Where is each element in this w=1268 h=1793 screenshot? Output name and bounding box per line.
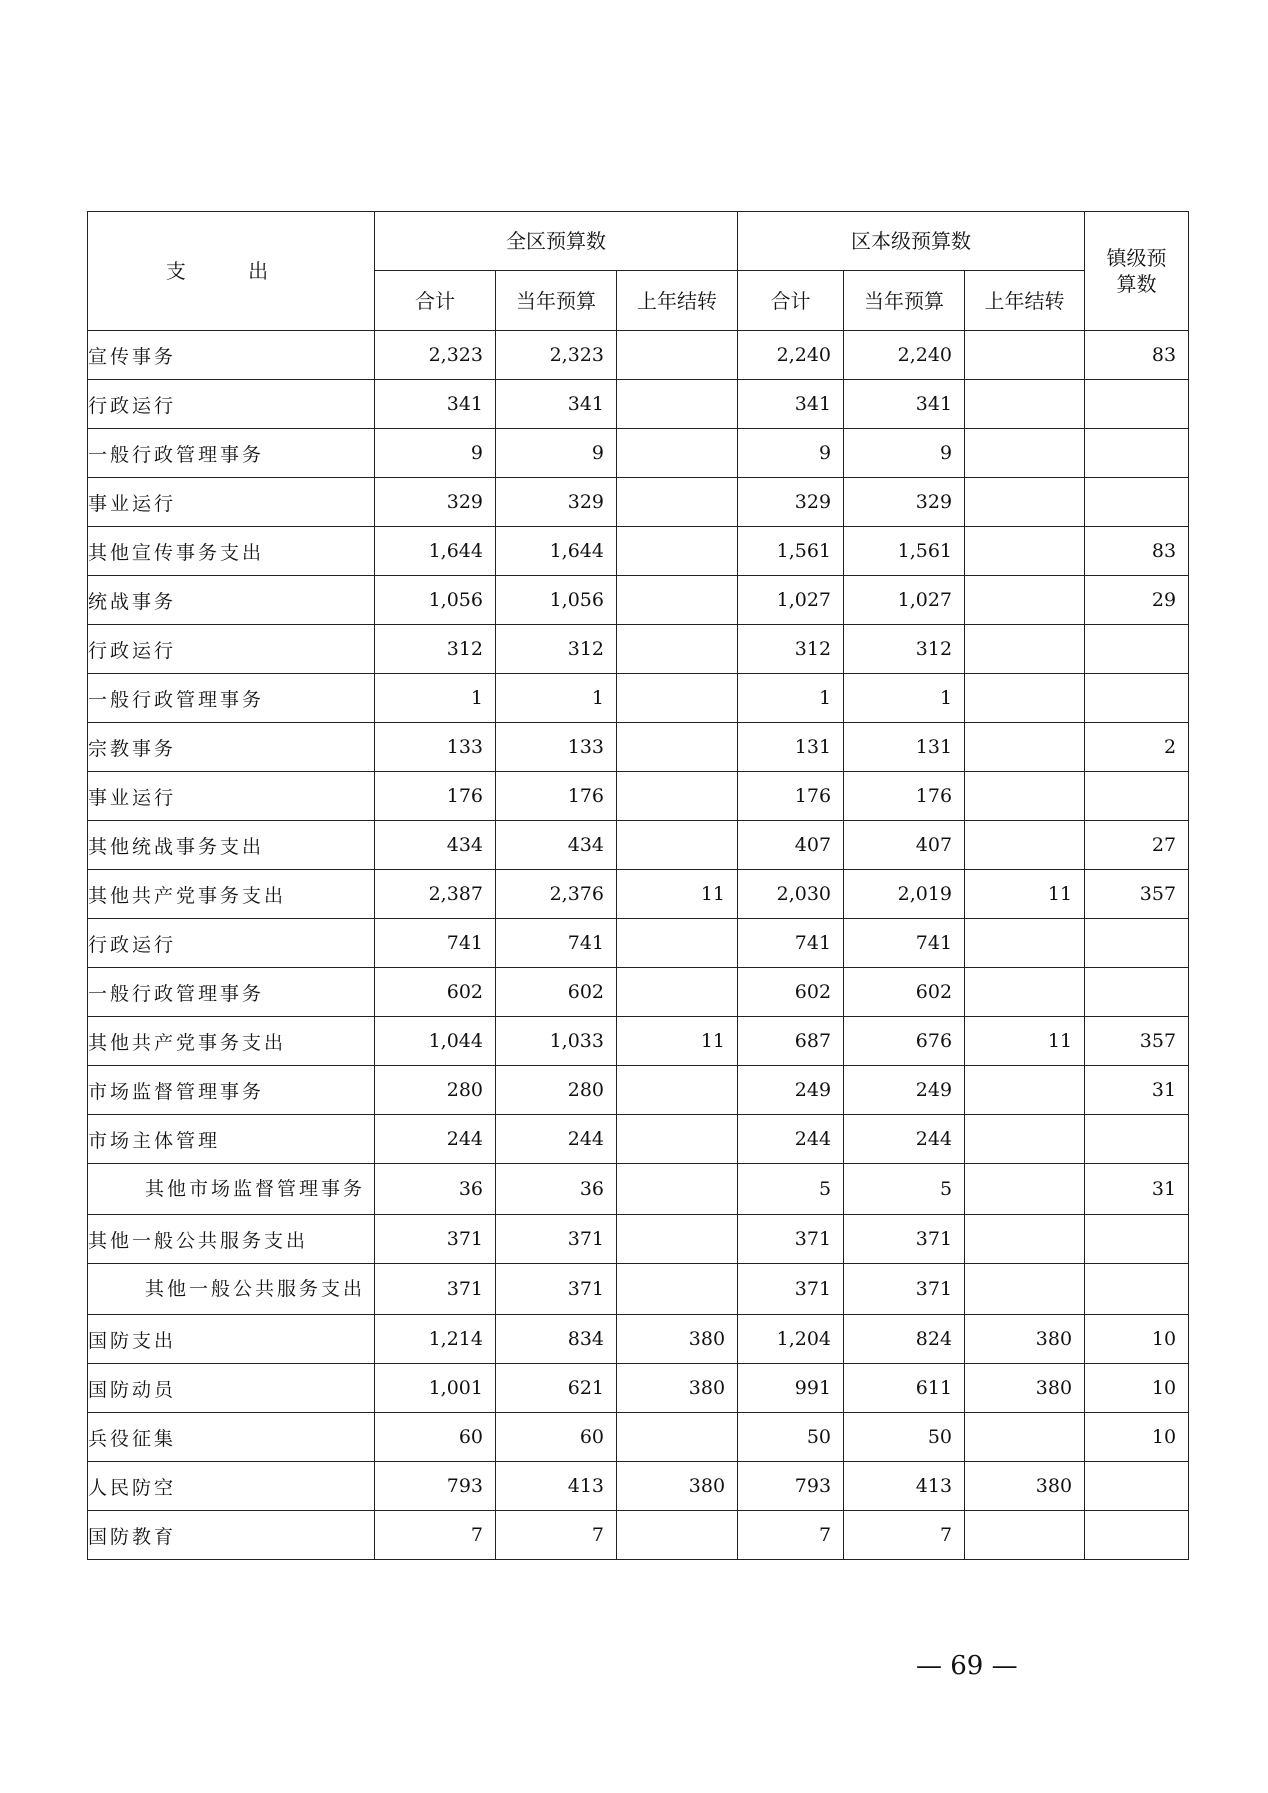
row-value: 312 (738, 625, 844, 674)
row-value (965, 723, 1085, 772)
row-label: 宣传事务 (88, 331, 375, 380)
row-value: 1,204 (738, 1315, 844, 1364)
row-value: 9 (844, 429, 965, 478)
row-value (1085, 625, 1189, 674)
row-value: 280 (375, 1066, 496, 1115)
table-row (88, 772, 1189, 821)
row-value: 380 (965, 1315, 1085, 1364)
row-value (617, 772, 738, 821)
row-value (617, 1115, 738, 1164)
table-row (88, 625, 1189, 674)
row-value: 407 (844, 821, 965, 870)
row-value: 329 (738, 478, 844, 527)
row-value: 29 (1085, 576, 1189, 625)
row-value: 329 (375, 478, 496, 527)
row-value (1085, 1215, 1189, 1264)
row-label: 其他共产党事务支出 (88, 870, 375, 919)
row-value (1085, 1264, 1189, 1315)
table-row (88, 1066, 1189, 1115)
row-value (965, 674, 1085, 723)
row-value (617, 380, 738, 429)
row-value: 1,044 (375, 1017, 496, 1066)
row-value: 380 (617, 1462, 738, 1511)
row-value: 176 (844, 772, 965, 821)
row-value: 31 (1085, 1066, 1189, 1115)
row-value (1085, 919, 1189, 968)
table-row (88, 331, 1189, 380)
row-value: 176 (496, 772, 617, 821)
row-value (617, 1164, 738, 1215)
row-value: 1,561 (844, 527, 965, 576)
row-value: 249 (738, 1066, 844, 1115)
row-value (965, 1413, 1085, 1462)
row-value: 244 (496, 1115, 617, 1164)
row-value: 1,027 (844, 576, 965, 625)
row-value (1085, 429, 1189, 478)
row-value: 10 (1085, 1413, 1189, 1462)
row-value: 176 (738, 772, 844, 821)
row-value: 793 (375, 1462, 496, 1511)
row-value: 341 (844, 380, 965, 429)
row-value: 1,056 (375, 576, 496, 625)
table-row (88, 919, 1189, 968)
row-label: 统战事务 (88, 576, 375, 625)
row-value (617, 331, 738, 380)
row-value (617, 674, 738, 723)
table-row (88, 723, 1189, 772)
row-value: 741 (375, 919, 496, 968)
row-value: 371 (496, 1264, 617, 1315)
row-value: 2,030 (738, 870, 844, 919)
row-value (965, 1264, 1085, 1315)
row-value: 991 (738, 1364, 844, 1413)
row-label: 其他宣传事务支出 (88, 527, 375, 576)
row-value: 10 (1085, 1315, 1189, 1364)
row-label: 人民防空 (88, 1462, 375, 1511)
row-value (617, 1215, 738, 1264)
row-value: 2,376 (496, 870, 617, 919)
row-value: 824 (844, 1315, 965, 1364)
row-value (965, 1164, 1085, 1215)
row-value: 407 (738, 821, 844, 870)
row-value: 7 (738, 1511, 844, 1560)
row-value: 36 (496, 1164, 617, 1215)
row-value: 329 (844, 478, 965, 527)
row-value: 1 (844, 674, 965, 723)
row-value (1085, 772, 1189, 821)
row-label: 一般行政管理事务 (88, 968, 375, 1017)
row-value (1085, 380, 1189, 429)
row-value: 413 (496, 1462, 617, 1511)
row-value: 1 (375, 674, 496, 723)
row-value: 357 (1085, 1017, 1189, 1066)
header-current-year: 当年预算 (844, 271, 965, 331)
row-value: 602 (738, 968, 844, 1017)
header-district-total: 全区预算数 (375, 212, 738, 271)
row-value: 280 (496, 1066, 617, 1115)
header-total: 合计 (375, 271, 496, 331)
row-value: 176 (375, 772, 496, 821)
row-value: 1,001 (375, 1364, 496, 1413)
row-value (965, 1115, 1085, 1164)
table-row (88, 478, 1189, 527)
row-value: 60 (496, 1413, 617, 1462)
header-carryover: 上年结转 (965, 271, 1085, 331)
row-label: 一般行政管理事务 (88, 429, 375, 478)
row-value (965, 919, 1085, 968)
header-total: 合计 (738, 271, 844, 331)
row-value: 1,644 (375, 527, 496, 576)
row-value: 27 (1085, 821, 1189, 870)
table-row (88, 1215, 1189, 1264)
row-value: 312 (844, 625, 965, 674)
row-value: 2,240 (738, 331, 844, 380)
row-value: 2,323 (375, 331, 496, 380)
header-carryover: 上年结转 (617, 271, 738, 331)
row-value: 11 (965, 1017, 1085, 1066)
row-value: 371 (375, 1264, 496, 1315)
row-value: 5 (844, 1164, 965, 1215)
row-value (1085, 968, 1189, 1017)
row-value (1085, 478, 1189, 527)
row-label: 事业运行 (88, 478, 375, 527)
row-value: 83 (1085, 331, 1189, 380)
row-value (965, 380, 1085, 429)
row-value: 602 (496, 968, 617, 1017)
row-value: 60 (375, 1413, 496, 1462)
row-value (1085, 674, 1189, 723)
row-value: 11 (617, 870, 738, 919)
budget-table (87, 211, 1189, 1560)
row-value: 602 (375, 968, 496, 1017)
row-label: 行政运行 (88, 625, 375, 674)
row-value (617, 1066, 738, 1115)
row-value: 371 (738, 1215, 844, 1264)
row-value (617, 1264, 738, 1315)
row-label: 一般行政管理事务 (88, 674, 375, 723)
row-value: 50 (844, 1413, 965, 1462)
row-value: 834 (496, 1315, 617, 1364)
table-row (88, 1315, 1189, 1364)
row-value: 621 (496, 1364, 617, 1413)
row-value: 1,561 (738, 527, 844, 576)
row-value: 434 (496, 821, 617, 870)
table-row (88, 674, 1189, 723)
row-value: 31 (1085, 1164, 1189, 1215)
row-label: 行政运行 (88, 380, 375, 429)
row-value: 676 (844, 1017, 965, 1066)
row-value (965, 1511, 1085, 1560)
row-value: 741 (738, 919, 844, 968)
table-row (88, 380, 1189, 429)
row-value: 11 (965, 870, 1085, 919)
table-row (88, 527, 1189, 576)
header-town-level: 镇级预算数 (1085, 212, 1189, 331)
row-value: 329 (496, 478, 617, 527)
row-value (617, 576, 738, 625)
row-value: 793 (738, 1462, 844, 1511)
row-value (617, 429, 738, 478)
row-value: 244 (738, 1115, 844, 1164)
row-value: 371 (844, 1264, 965, 1315)
row-value (1085, 1462, 1189, 1511)
row-value: 133 (496, 723, 617, 772)
row-value: 9 (738, 429, 844, 478)
row-value: 36 (375, 1164, 496, 1215)
row-value: 1 (496, 674, 617, 723)
row-value: 341 (375, 380, 496, 429)
table-row (88, 968, 1189, 1017)
table-row (88, 1017, 1189, 1066)
row-label: 兵役征集 (88, 1413, 375, 1462)
table-row (88, 1413, 1189, 1462)
table-row (88, 1164, 1189, 1215)
row-label: 国防教育 (88, 1511, 375, 1560)
row-value: 1,214 (375, 1315, 496, 1364)
row-value: 741 (844, 919, 965, 968)
row-value (965, 772, 1085, 821)
row-value: 131 (738, 723, 844, 772)
row-value (1085, 1511, 1189, 1560)
header-expense: 支 出 (88, 212, 375, 331)
row-value (965, 1215, 1085, 1264)
row-value (617, 625, 738, 674)
row-value (965, 625, 1085, 674)
table-body (88, 331, 1189, 1560)
row-value: 687 (738, 1017, 844, 1066)
row-value: 133 (375, 723, 496, 772)
table-row (88, 1364, 1189, 1413)
row-value (965, 821, 1085, 870)
row-value: 371 (738, 1264, 844, 1315)
row-value: 7 (496, 1511, 617, 1560)
row-label: 宗教事务 (88, 723, 375, 772)
row-value: 1,644 (496, 527, 617, 576)
row-value: 7 (375, 1511, 496, 1560)
row-value: 371 (375, 1215, 496, 1264)
row-value (965, 331, 1085, 380)
table-row (88, 576, 1189, 625)
row-value (1085, 1115, 1189, 1164)
row-value: 371 (844, 1215, 965, 1264)
header-district-level: 区本级预算数 (738, 212, 1085, 271)
row-value: 2,323 (496, 331, 617, 380)
row-value: 2,387 (375, 870, 496, 919)
row-value: 312 (375, 625, 496, 674)
row-value: 249 (844, 1066, 965, 1115)
row-value: 10 (1085, 1364, 1189, 1413)
row-value: 434 (375, 821, 496, 870)
row-label: 国防支出 (88, 1315, 375, 1364)
row-value: 341 (738, 380, 844, 429)
header-current-year: 当年预算 (496, 271, 617, 331)
row-value: 5 (738, 1164, 844, 1215)
row-label: 其他一般公共服务支出 (88, 1215, 375, 1264)
row-value: 244 (844, 1115, 965, 1164)
row-value (617, 1511, 738, 1560)
row-value (965, 576, 1085, 625)
row-value: 371 (496, 1215, 617, 1264)
row-value: 131 (844, 723, 965, 772)
row-label: 市场主体管理 (88, 1115, 375, 1164)
row-value: 413 (844, 1462, 965, 1511)
row-label: 其他共产党事务支出 (88, 1017, 375, 1066)
row-value: 312 (496, 625, 617, 674)
row-value: 341 (496, 380, 617, 429)
row-label: 国防动员 (88, 1364, 375, 1413)
row-label: 行政运行 (88, 919, 375, 968)
row-value: 380 (617, 1315, 738, 1364)
table-row (88, 870, 1189, 919)
row-value (617, 821, 738, 870)
row-label: 其他市场监督管理事务 (88, 1164, 375, 1215)
table-row (88, 429, 1189, 478)
row-value: 1,033 (496, 1017, 617, 1066)
row-value (617, 1413, 738, 1462)
row-value (965, 429, 1085, 478)
table-row (88, 1511, 1189, 1560)
row-value: 2 (1085, 723, 1189, 772)
row-value: 741 (496, 919, 617, 968)
row-value: 244 (375, 1115, 496, 1164)
row-value: 2,240 (844, 331, 965, 380)
row-value: 380 (965, 1462, 1085, 1511)
row-label: 市场监督管理事务 (88, 1066, 375, 1115)
row-value (965, 968, 1085, 1017)
row-value (617, 527, 738, 576)
table-row (88, 821, 1189, 870)
row-value: 9 (496, 429, 617, 478)
row-value: 611 (844, 1364, 965, 1413)
row-value: 11 (617, 1017, 738, 1066)
row-label: 事业运行 (88, 772, 375, 821)
row-value: 357 (1085, 870, 1189, 919)
row-value (965, 1066, 1085, 1115)
row-value: 1,027 (738, 576, 844, 625)
row-value (965, 527, 1085, 576)
row-label: 其他一般公共服务支出 (88, 1264, 375, 1315)
row-value (617, 968, 738, 1017)
row-value: 380 (617, 1364, 738, 1413)
row-value: 9 (375, 429, 496, 478)
row-value (617, 478, 738, 527)
row-value: 1,056 (496, 576, 617, 625)
row-value (617, 723, 738, 772)
row-value (617, 919, 738, 968)
row-value: 2,019 (844, 870, 965, 919)
row-value: 380 (965, 1364, 1085, 1413)
row-label: 其他统战事务支出 (88, 821, 375, 870)
page-number: — 69 — (916, 1651, 1018, 1681)
row-value: 50 (738, 1413, 844, 1462)
table-row (88, 1462, 1189, 1511)
row-value: 1 (738, 674, 844, 723)
row-value: 602 (844, 968, 965, 1017)
table-row (88, 1264, 1189, 1315)
row-value: 7 (844, 1511, 965, 1560)
row-value: 83 (1085, 527, 1189, 576)
table-row (88, 1115, 1189, 1164)
row-value (965, 478, 1085, 527)
